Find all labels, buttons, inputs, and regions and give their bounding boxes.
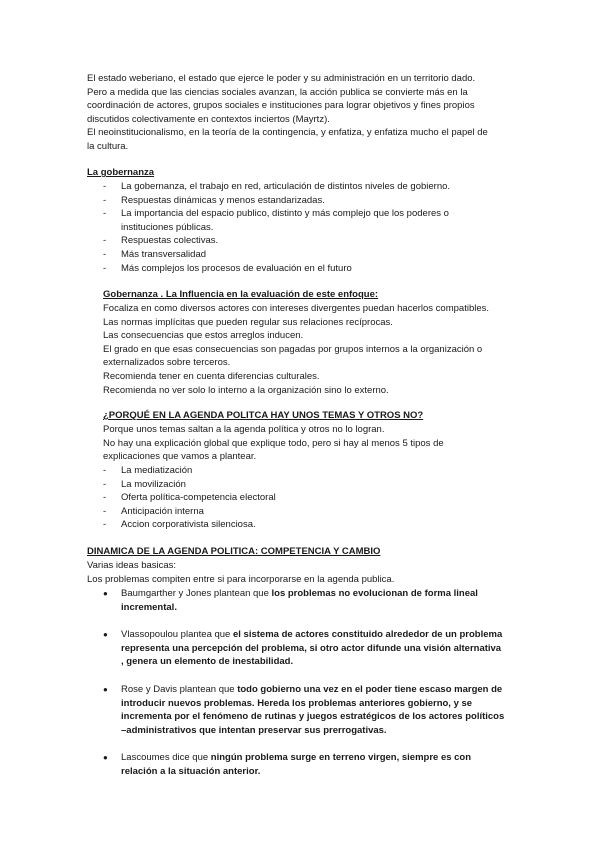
text-line: No hay una explicación global que explique todo, pero si hay al menos 5 tipos de — [103, 437, 444, 449]
list-item: - La gobernanza, el trabajo en red, articulación de distintos niveles de gobierno. — [103, 180, 523, 194]
text-line: Focaliza en como diversos actores con intereses divergentes puedan hacerlos compatibles. — [103, 303, 490, 314]
influencia-paragraph — [103, 302, 523, 397]
list-item: - Respuestas colectivas. — [103, 234, 523, 248]
bullet-text: Rose y Davis plantean que todo gobierno una vez en el poder tiene escaso margen de introducir nuevos problemas. Hereda los problemas anteriores gobierno, y se incrementa por el fenómeno de rutinas y juegos estratégicos de los actores políticos –administrativos que intentan preservar sus prerrogativas. — [121, 684, 505, 736]
text-line: Porque unos temas saltan a la agenda política y otros no lo logran. — [103, 424, 385, 435]
bullet-item — [103, 587, 523, 614]
list-item: - La importancia del espacio publico, distinto y más complejo que los poderes o — [103, 207, 523, 221]
list-item: - La movilización — [103, 478, 523, 492]
text-line: Varias ideas basicas: — [87, 560, 177, 571]
list-item: - Respuestas dinámicas y menos estandarizadas. — [103, 194, 523, 208]
intro-line: Pero a medida que las ciencias sociales avanzan, la acción publica se convierte más en la — [87, 86, 468, 98]
porque-heading: ¿PORQUÉ EN LA AGENDA POLITCA HAY UNOS TEMAS Y OTROS NO? — [103, 410, 424, 421]
porque-paragraph — [103, 423, 523, 464]
bullet-icon — [103, 683, 119, 697]
text-line: Recomienda no ver solo lo interno a la organización sino lo externo. — [103, 384, 389, 396]
intro-paragraph — [87, 72, 527, 154]
intro-line: la cultura. — [87, 140, 129, 152]
text-line: Recomienda tener en cuenta diferencias culturales. — [103, 370, 320, 382]
intro-line: coordinación de actores, grupos sociales e instituciones para lograr objetivos y fines propios — [87, 100, 475, 112]
bullet-item — [103, 751, 523, 778]
bullet-item — [103, 628, 523, 669]
gobernanza-heading: La gobernanza — [87, 167, 155, 178]
list-item: - Accion corporativista silenciosa. — [103, 518, 523, 532]
influencia-heading: Gobernanza . La Influencia en la evaluación de este enfoque: — [103, 289, 379, 300]
bullet-item — [103, 683, 523, 737]
text-line: Las normas implícitas que pueden regular sus relaciones recíprocas. — [103, 316, 393, 328]
text-line: Los problemas compiten entre si para incorporarse en la agenda publica. — [87, 573, 395, 585]
bullet-icon — [103, 751, 119, 765]
intro-line: discutidos colectivamente en contextos inciertos (Mayrtz). — [87, 113, 330, 125]
text-line: Las consecuencias que estos arreglos inducen. — [103, 330, 304, 342]
text-line: El grado en que esas consecuencias son pagadas por grupos internos a la organización o — [103, 343, 483, 355]
text-line: externalizados sobre terceros. — [103, 357, 231, 369]
porque-list — [103, 464, 523, 532]
gobernanza-list — [103, 180, 523, 275]
bullet-text: Vlassopoulou plantea que el sistema de actores constituido alrededor de un problema representa una percepción del problema, si otro actor difunde una visión alternativa , genera un elemento de inestabilidad. — [121, 629, 503, 668]
text-line: explicaciones que vamos a plantear. — [103, 451, 257, 463]
dinamica-heading: DINAMICA DE LA AGENDA POLITICA: COMPETENCIA Y CAMBIO — [87, 546, 381, 557]
list-item: - Más transversalidad — [103, 248, 523, 262]
list-item-continuation: instituciones públicas. — [121, 221, 214, 233]
bullet-icon — [103, 628, 119, 642]
list-item: - Oferta política-competencia electoral — [103, 491, 523, 505]
bullet-text: Lascoumes dice que ningún problema surge en terreno virgen, siempre es con relación a la situación anterior. — [121, 752, 472, 777]
bullet-icon — [103, 587, 119, 601]
list-item: - Más complejos los procesos de evaluación en el futuro — [103, 262, 523, 276]
intro-line: El neoinstitucionalismo, en la teoría de la contingencia, y enfatiza, y enfatiza mucho el papel de — [87, 127, 488, 139]
dinamica-intro — [87, 559, 527, 586]
list-item: - La mediatización — [103, 464, 523, 478]
list-item: - Anticipación interna — [103, 505, 523, 519]
bullet-text: Baumgarther y Jones plantean que los problemas no evolucionan de forma lineal incremental. — [121, 588, 478, 613]
intro-line: El estado weberiano, el estado que ejerce le poder y su administración en un territorio dado. — [87, 73, 476, 84]
